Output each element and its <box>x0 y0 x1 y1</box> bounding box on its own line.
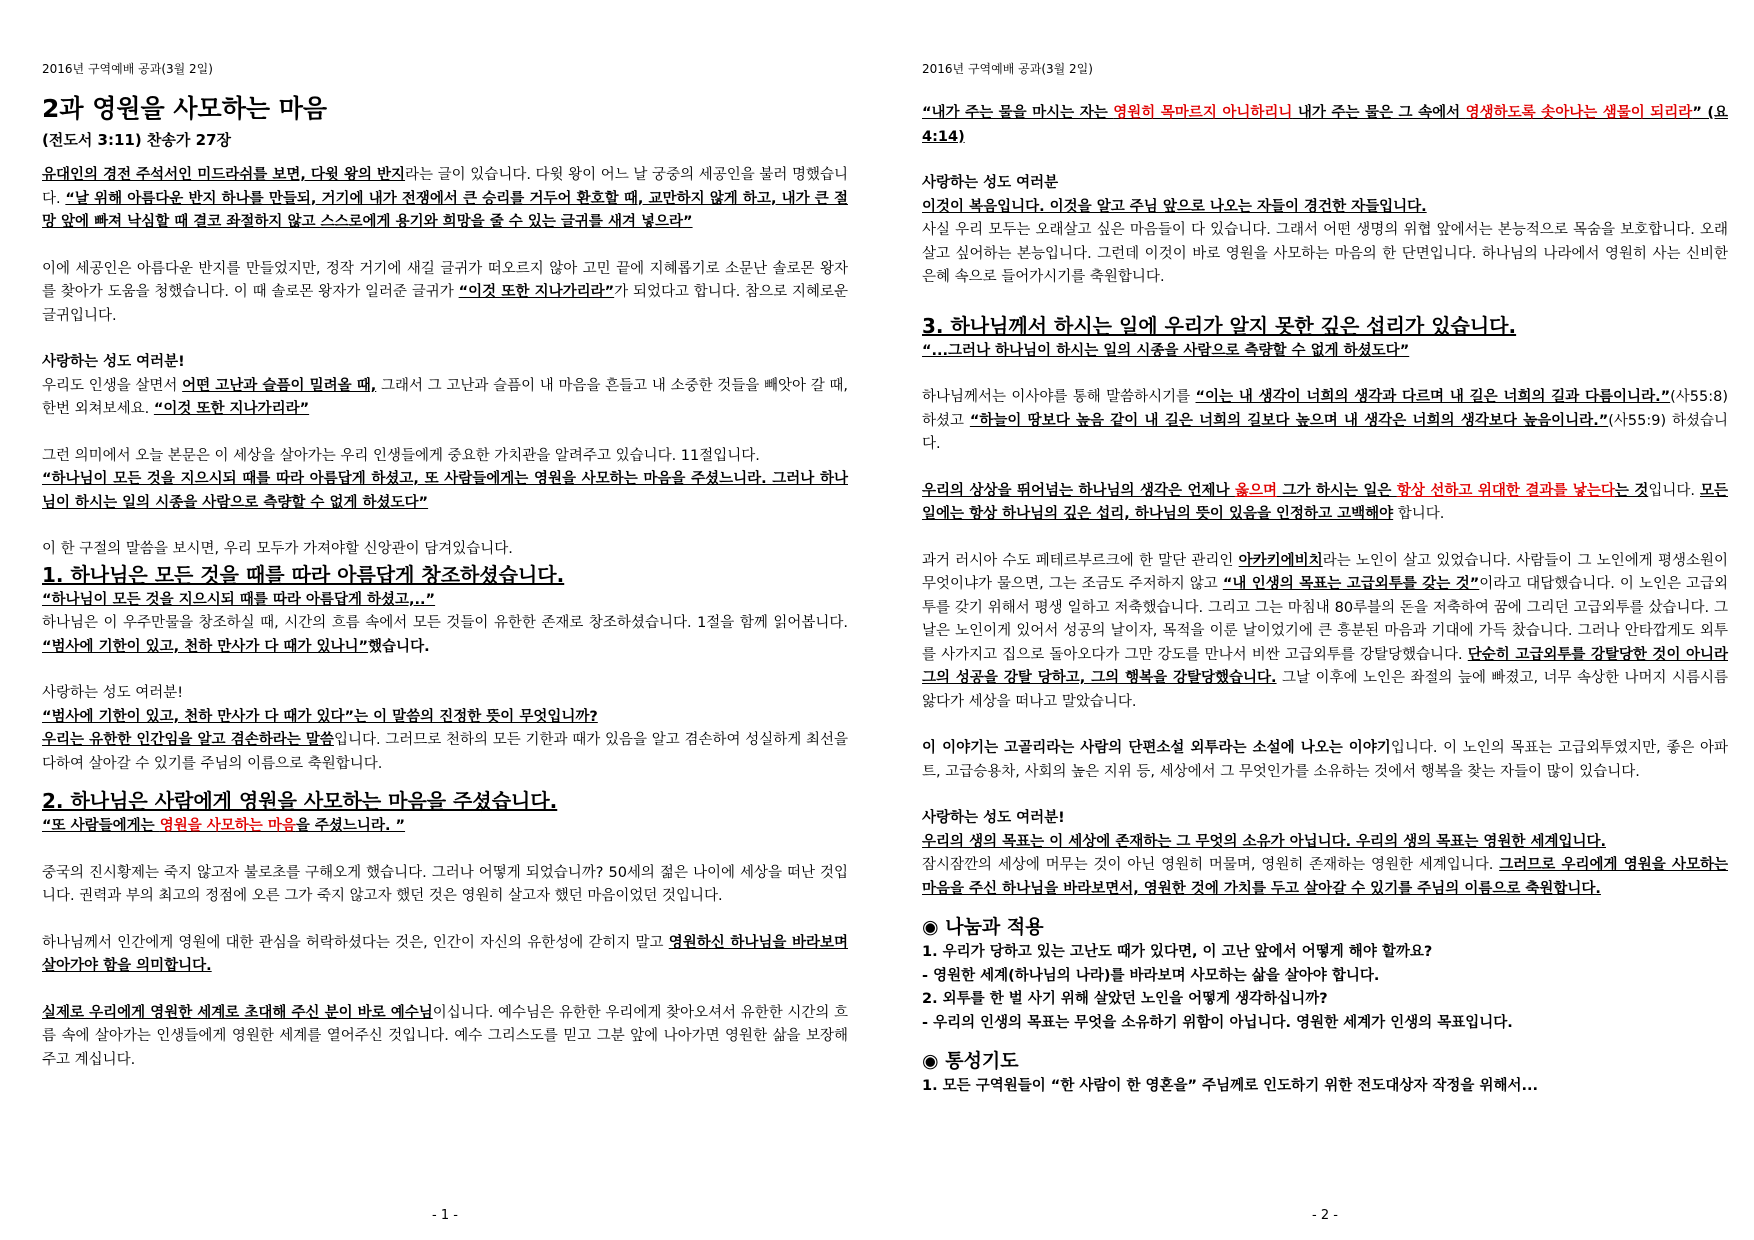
paragraph-7: 하나님은 이 우주만물을 창조하실 때, 시간의 흐름 속에서 모든 것들이 유한한 존재로 창조하셨습니다. 1절을 함께 읽어봅니다. “범사에 기한이 있고, 천하 만사가 다 때가 있나니”했습니다. <box>42 615 848 655</box>
greeting-2: 사랑하는 성도 여러분! <box>922 810 1065 826</box>
page-number: - 2 - <box>1312 1208 1338 1223</box>
paragraph-3: 우리도 인생을 살면서 어떤 고난과 슬픔이 밀려올 때, 그래서 그 고난과 슬픔이 내 마음을 흔들고 내 소중한 것들을 빼앗아 갈 때, 한번 외쳐보세요. “이것 또한 지나가리라” <box>42 377 849 417</box>
paragraph-12: 실제로 우리에게 영원한 세계로 초대해 주신 분이 바로 예수님이십니다. 예수님은 유한한 우리에게 찾아오셔서 유한한 시간의 흐름 속에 살아가는 인생들에게 영원한 세계를 열어주신 것입니다. 예수 그리스도를 믿고 그분 앞에 나아가면 영원한 삶을 보장해 주고 계십니다. <box>42 1004 849 1068</box>
lesson-title: 2과 영원을 사모하는 마음 <box>42 94 328 123</box>
section-1-heading: 1. 하나님은 모든 것을 때를 따라 아름답게 창조하셨습니다. <box>42 562 565 587</box>
sharing-item: - 우리의 인생의 목표는 무엇을 소유하기 위함이 아닙니다. 영원한 세계가 인생의 목표입니다. <box>922 1014 1513 1031</box>
sharing-item: 1. 우리가 당하고 있는 고난도 때가 있다면, 이 고난 앞에서 어떻게 해야 할까요? <box>922 944 1433 960</box>
greeting-2: 사랑하는 성도 여러분! <box>42 685 184 701</box>
paragraph-7: 우리의 생의 목표는 이 세상에 존재하는 그 무엇의 소유가 아닙니다. 우리의 생의 목표는 영원한 세계입니다. <box>922 833 1606 850</box>
paragraph-9: 우리는 유한한 인간임을 알고 겸손하라는 말씀입니다. 그러므로 천하의 모든 기한과 때가 있음을 알고 겸손하여 성실하게 최선을 다하여 살아갈 수 있기를 주님의 이름으로 축원합니다. <box>42 732 848 772</box>
paragraph-1: 유대인의 경전 주석서인 미드라쉬를 보면, 다윗 왕의 반지라는 글이 있습니다. 다윗 왕이 어느 날 궁중의 세공인을 불러 명했습니다. “날 위해 아름다운 반지 하나를 만들되, 거기에 내가 전쟁에서 큰 승리를 거두어 환호할 때, 교만하지 않게 하고, 내가 큰 절망 앞에 빠져 낙심할 때 결코 좌절하지 않고 스스로에게 용기와 희망을 줄 수 있는 글귀를 새겨 넣으라” <box>42 167 848 230</box>
paragraph-11: 하나님께서 인간에게 영원에 대한 관심을 허락하셨다는 것은, 인간이 자신의 유한성에 갇히지 말고 영원하신 하나님을 바라보며 살아가야 함을 의미합니다. <box>42 934 848 974</box>
paragraph-8: 잠시잠깐의 세상에 머무는 것이 아닌 영원히 머물며, 영원히 존재하는 영원한 세계입니다. 그러므로 우리에게 영원을 사모하는 마음을 주신 하나님을 바라보면서, 영원한 것에 가치를 두고 살아갈 수 있기를 주님의 이름으로 축원합니다. <box>922 857 1729 897</box>
page-2-body <box>922 102 1728 1099</box>
paragraph-4: 그런 의미에서 오늘 본문은 이 세상을 살아가는 우리 인생들에게 중요한 가치관을 알려주고 있습니다. 11절입니다. <box>42 447 760 464</box>
paragraph-3: 하나님께서는 이사야를 통해 말씀하시기를 “이는 내 생각이 너희의 생각과 다르며 내 길은 너희의 길과 다름이니라.”(사55:8) 하셨고 “하늘이 땅보다 높음 같이 내 길은 너희의 길보다 높으며 내 생각은 너희의 생각보다 높음이니라.”(사55:9) 하셨습니다. <box>922 389 1729 452</box>
prayer-item: 1. 모든 구역원들이 “한 사람이 한 영혼을” 주님께로 인도하기 위한 전도대상자 작정을 위해서... <box>922 1078 1539 1094</box>
section-3-heading: 3. 하나님께서 하시는 일에 우리가 알지 못한 깊은 섭리가 있습니다. <box>922 313 1517 338</box>
paragraph-10: 중국의 진시황제는 죽지 않고자 불로초를 구해오게 했습니다. 그러나 어떻게 되었습니까? 50세의 젊은 나이에 세상을 떠난 것입니다. 권력과 부의 최고의 정점에 오른 그가 죽지 않고자 했던 것은 영원히 살고자 했던 마음이었던 것입니다. <box>42 864 848 904</box>
paragraph-6: 이 한 구절의 말씀을 보시면, 우리 모두가 가져야할 신앙관이 담겨있습니다. <box>42 541 513 557</box>
lesson-subtitle: (전도서 3:11) 찬송가 27장 <box>42 131 231 149</box>
bullet-circle-icon: ◉ <box>922 1050 939 1072</box>
page-number: - 1 - <box>432 1208 458 1223</box>
section-3-quote: “...그러나 하나님이 하시는 일의 시종을 사람으로 측량할 수 없게 하셨도다” <box>922 342 1410 359</box>
paragraph-6: 이 이야기는 고골리라는 사람의 단편소설 외투라는 소설에 나오는 이야기입니다. 이 노인의 목표는 고급외투였지만, 좋은 아파트, 고급승용차, 사회의 높은 지위 등, 세상에서 그 무엇인가를 소유하는 것에서 행복을 찾는 자들이 많이 있습니다. <box>922 740 1728 780</box>
page-1-body <box>42 92 848 1072</box>
page-1 <box>42 0 848 1240</box>
sharing-heading: ◉ 나눔과 적용 <box>922 916 1044 938</box>
scripture-quote: “하나님이 모든 것을 지으시되 때를 따라 아름답게 하셨고, 또 사람들에게는 영원을 사모하는 마음을 주셨느니라. 그러나 하나님이 하시는 일의 시종을 사람으로 측량할 수 없게 하셨도다” <box>42 471 848 511</box>
section-2-heading: 2. 하나님은 사람에게 영원을 사모하는 마음을 주셨습니다. <box>42 789 558 813</box>
page-2 <box>922 0 1728 1240</box>
prayer-heading: ◉ 통성기도 <box>922 1050 1019 1072</box>
sharing-item: - 영원한 세계(하나님의 나라)를 바라보며 사모하는 삶을 살아야 합니다. <box>922 967 1380 984</box>
paragraph-4: 우리의 상상을 뛰어넘는 하나님의 생각은 언제나 옳으며 그가 하시는 일은 항상 선하고 위대한 결과를 낳는다는 것입니다. 모든 일에는 항상 하나님의 깊은 섭리, 하나님의 뜻이 있음을 인정하고 고백해야 합니다. <box>922 482 1728 522</box>
page-header: 2016년 구역예배 공과(3월 2일) <box>42 62 213 76</box>
greeting: 사랑하는 성도 여러분! <box>42 354 185 370</box>
paragraph-8: “범사에 기한이 있고, 천하 만사가 다 때가 있다”는 이 말씀의 진정한 뜻이 무엇입니까? <box>42 708 598 725</box>
john-quote: “내가 주는 물을 마시는 자는 영원히 목마르지 아니하리니 내가 주는 물은 그 속에서 영생하도록 솟아나는 샘물이 되리라” (요4:14) <box>922 105 1729 145</box>
paragraph-1: 이것이 복음입니다. 이것을 알고 주님 앞으로 나오는 자들이 경건한 자들입니다. <box>922 198 1427 215</box>
paragraph-2: 이에 세공인은 아름다운 반지를 만들었지만, 정작 거기에 새길 글귀가 떠오르지 않아 고민 끝에 지혜롭기로 소문난 솔로몬 왕자를 찾아가 도움을 청했습니다. 이 때 솔로몬 왕자가 일러준 글귀가 “이것 또한 지나가리라”가 되었다고 합니다. 참으로 지혜로운 글귀입니다. <box>42 260 848 324</box>
section-2-quote: “또 사람들에게는 영원을 사모하는 마음을 주셨느니라. ” <box>42 818 406 834</box>
sharing-item: 2. 외투를 한 벌 사기 위해 살았던 노인을 어떻게 생각하십니까? <box>922 991 1328 1007</box>
section-1-quote: “하나님이 모든 것을 지으시되 때를 따라 아름답게 하셨고,..” <box>42 591 436 608</box>
page-header: 2016년 구역예배 공과(3월 2일) <box>922 62 1093 76</box>
paragraph-2: 사실 우리 모두는 오래살고 싶은 마음들이 다 있습니다. 그래서 어떤 생명의 위협 앞에서는 본능적으로 목숨을 보호합니다. 오래살고 싶어하는 본능입니다. 그런데 이것이 바로 영원을 사모하는 마음의 한 단면입니다. 하나님의 나라에서 영원히 사는 신비한 은혜 속으로 들어가시기를 축원합니다. <box>922 222 1728 285</box>
greeting: 사랑하는 성도 여러분 <box>922 175 1059 191</box>
bullet-circle-icon: ◉ <box>922 916 939 938</box>
paragraph-5: 과거 러시아 수도 페테르부르크에 한 말단 관리인 아카키에비치라는 노인이 살고 있었습니다. 사람들이 그 노인에게 평생소원이 무엇이냐가 물으면, 그는 조금도 주저하지 않고 “내 인생의 목표는 고급외투를 갖는 것”이라고 대답했습니다. 이 노인은 고급외투를 갖기 위해서 평생 일하고 저축했습니다. 그리고 그는 마침내 80루블의 돈을 저축하여 꿈에 그리던 고급외투를 샀습니다. 그날은 노인이게 있어서 성공의 날이자, 목적을 이룬 날이었기에 큰 흥분된 마음과 기대에 가득 찼습니다. 그러나 안타깝게도 외투를 사가지고 집으로 돌아오다가 그만 강도를 만나서 비싼 고급외투를 강탈당했습니다. 단순히 고급외투를 강탈당한 것이 아니라 그의 성공을 강탈 당하고, 그의 행복을 강탈당했습니다. 그날 이후에 노인은 좌절의 늪에 빠졌고, 너무 속상한 나머지 시름시름 앓다가 세상을 떠나고 말았습니다. <box>922 552 1728 710</box>
